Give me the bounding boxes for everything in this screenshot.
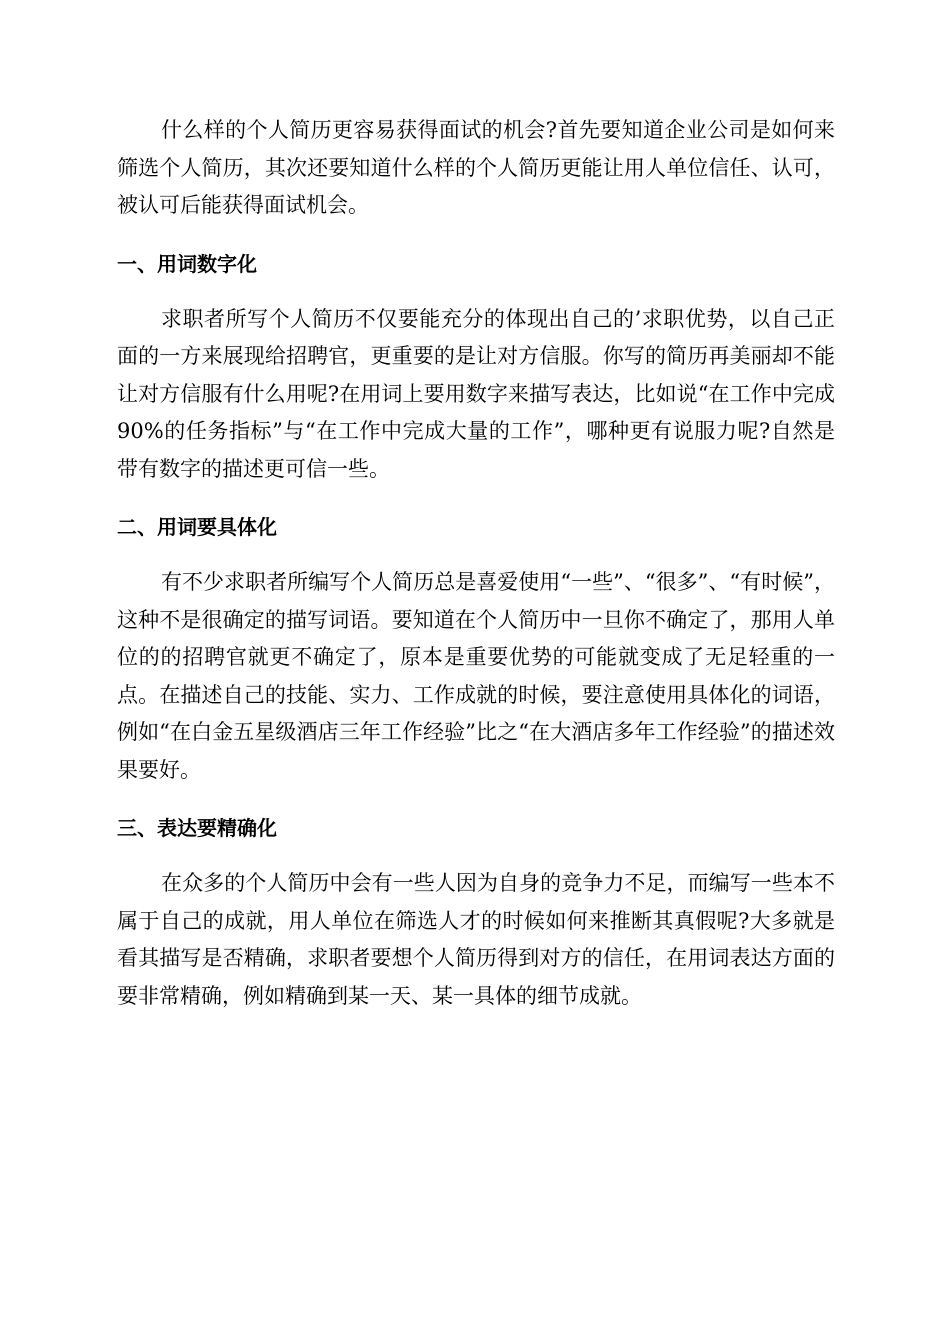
section-body-numeric: 求职者所写个人简历不仅要能充分的体现出自己的’求职优势，以自己正面的一方来展现给招聘官，更重要的是让对方信服。你写的简历再美丽却不能让对方信服有什么用呢?在用词上要用数字来描写表达，比如说“在工作中完成90%的任务指标”与“在工作中完成大量的工作”，哪种更有说服力呢?自然是带有数字的描述更可信一些。	[117, 306, 835, 481]
section-heading-concrete: 二、用词要具体化	[117, 515, 277, 539]
document-content	[117, 112, 835, 1015]
section-body-concrete: 有不少求职者所编写个人简历总是喜爱使用“一些”、“很多”、“有时候”，这种不是很确定的描写词语。要知道在个人简历中一旦你不确定了，那用人单位的的招聘官就更不确定了，原本是重要优势的可能就变成了无足轻重的一点。在描述自己的技能、实力、工作成就的时候，要注意使用具体化的词语，例如“在白金五星级酒店三年工作经验”比之“在大酒店多年工作经验”的描述效果要好。	[117, 570, 835, 782]
intro-paragraph: 什么样的个人简历更容易获得面试的机会?首先要知道企业公司是如何来筛选个人简历，其次还要知道什么样的个人简历更能让用人单位信任、认可，被认可后能获得面试机会。	[117, 118, 835, 217]
section-body-precise: 在众多的个人简历中会有一些人因为自身的竞争力不足，而编写一些本不属于自己的成就，用人单位在筛选人才的时候如何来推断其真假呢?大多就是看其描写是否精确，求职者要想个人简历得到对方的信任，在用词表达方面的要非常精确，例如精确到某一天、某一具体的细节成就。	[117, 871, 835, 1008]
section-heading-numeric: 一、用词数字化	[117, 251, 257, 276]
section-heading-precise: 三、表达要精确化	[117, 816, 277, 840]
